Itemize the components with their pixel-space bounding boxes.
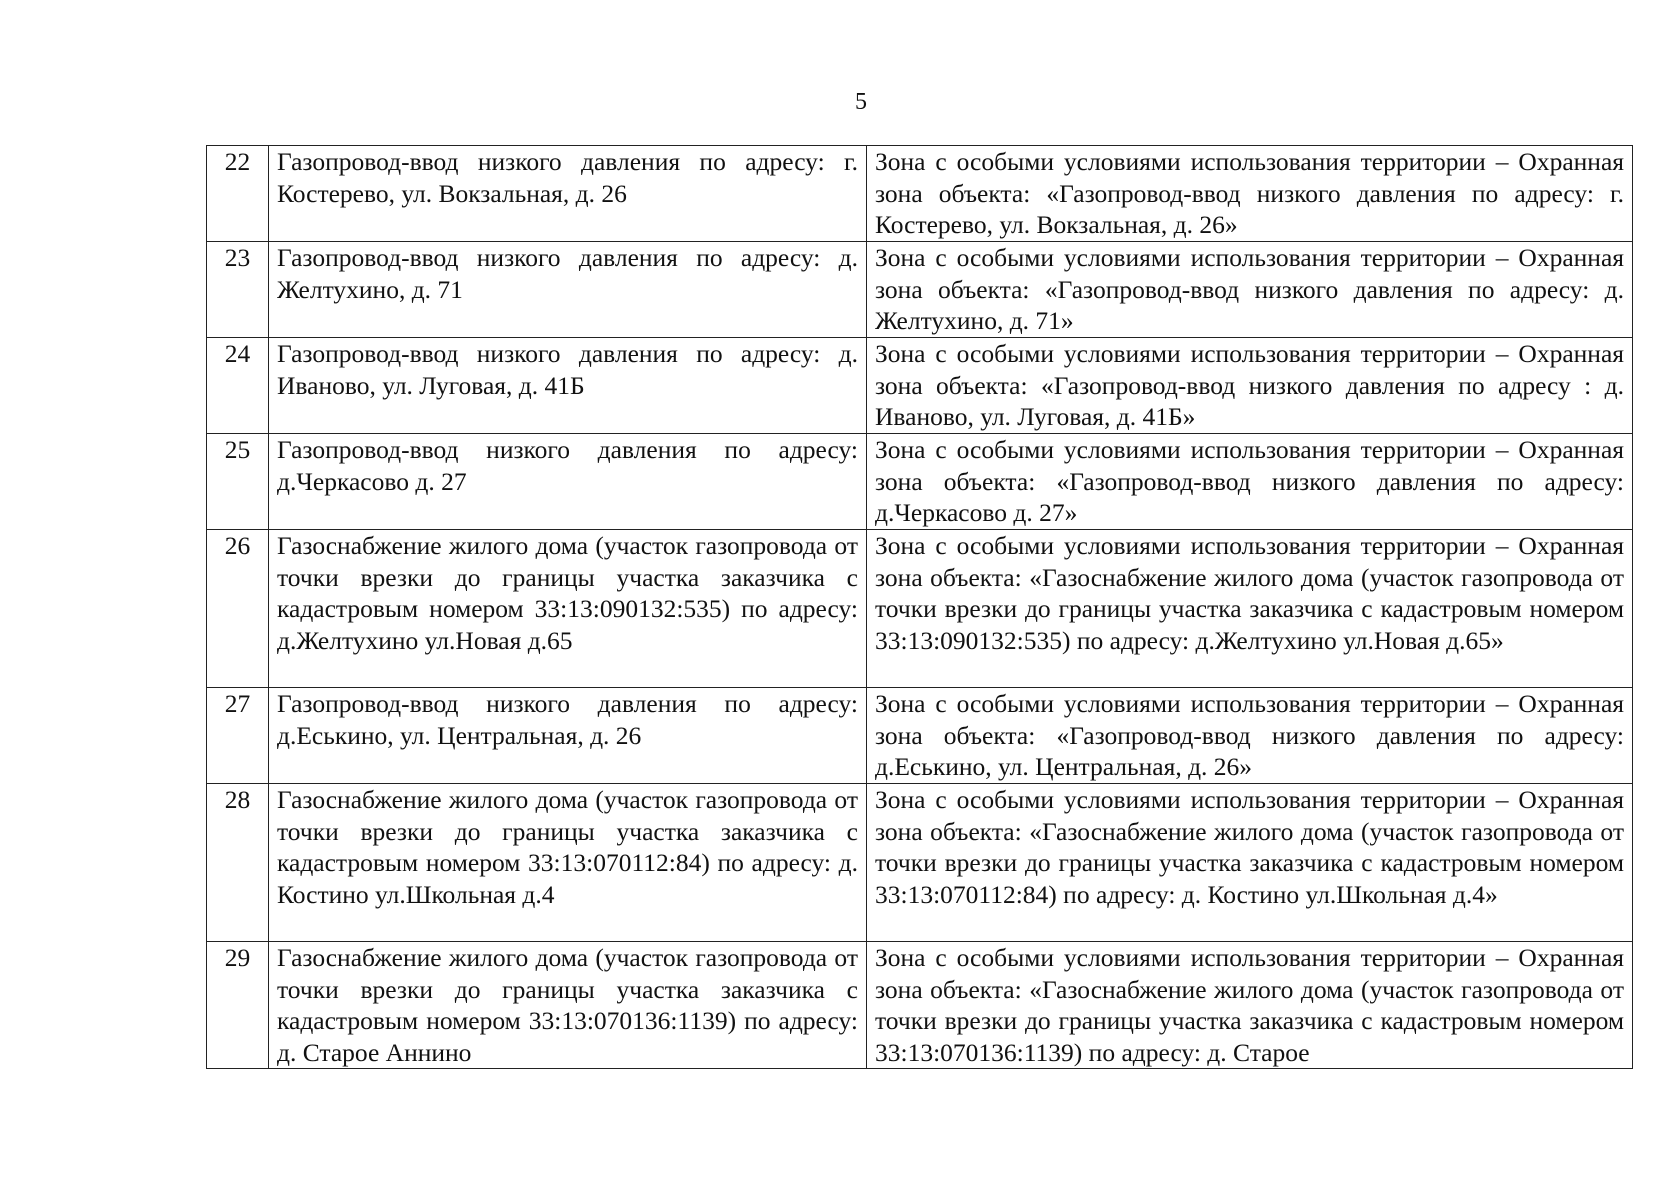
zone-description-cell: Зона с особыми условиями использования территории – Охранная зона объекта: «Газоснабжение жилого дома (участок газопровода от точки врезки до границы участка заказчика с кадастровым номером 33:13:070136:1139) по адресу: д. Старое	[867, 942, 1633, 1069]
object-name-cell: Газопровод-ввод низкого давления по адресу: г. Костерево, ул. Вокзальная, д. 26	[269, 146, 867, 242]
page-number: 5	[855, 89, 867, 115]
object-name-cell: Газопровод-ввод низкого давления по адресу: д. Иваново, ул. Луговая, д. 41Б	[269, 338, 867, 434]
zone-description-cell: Зона с особыми условиями использования территории – Охранная зона объекта: «Газоснабжение жилого дома (участок газопровода от точки врезки до границы участка заказчика с кадастровым номером 33:13:070112:84) по адресу: д. Костино ул.Школьная д.4»	[867, 784, 1633, 942]
object-name-cell: Газопровод-ввод низкого давления по адресу: д.Черкасово д. 27	[269, 434, 867, 530]
table-row	[207, 784, 1633, 942]
object-name-cell: Газопровод-ввод низкого давления по адресу: д. Желтухино, д. 71	[269, 242, 867, 338]
table-row	[207, 146, 1633, 242]
object-name-cell: Газоснабжение жилого дома (участок газопровода от точки врезки до границы участка заказчика с кадастровым номером 33:13:090132:535) по адресу: д.Желтухино ул.Новая д.65	[269, 530, 867, 688]
table-row	[207, 338, 1633, 434]
zone-description-cell: Зона с особыми условиями использования территории – Охранная зона объекта: «Газопровод-ввод низкого давления по адресу: д. Желтухино, д. 71»	[867, 242, 1633, 338]
zone-description-cell: Зона с особыми условиями использования территории – Охранная зона объекта: «Газопровод-ввод низкого давления по адресу : д. Иваново, ул. Луговая, д. 41Б»	[867, 338, 1633, 434]
table-row	[207, 942, 1633, 1069]
row-number: 26	[207, 530, 269, 688]
row-number: 29	[207, 942, 269, 1069]
row-number: 23	[207, 242, 269, 338]
table-row	[207, 530, 1633, 688]
object-name-cell: Газоснабжение жилого дома (участок газопровода от точки врезки до границы участка заказчика с кадастровым номером 33:13:070112:84) по адресу: д. Костино ул.Школьная д.4	[269, 784, 867, 942]
table-row	[207, 434, 1633, 530]
row-number: 27	[207, 688, 269, 784]
row-number: 22	[207, 146, 269, 242]
table-row	[207, 242, 1633, 338]
row-number: 28	[207, 784, 269, 942]
row-number: 24	[207, 338, 269, 434]
object-name-cell: Газоснабжение жилого дома (участок газопровода от точки врезки до границы участка заказчика с кадастровым номером 33:13:070136:1139) по адресу: д. Старое Аннино	[269, 942, 867, 1069]
zone-description-cell: Зона с особыми условиями использования территории – Охранная зона объекта: «Газопровод-ввод низкого давления по адресу: д.Черкасово д. 27»	[867, 434, 1633, 530]
zone-description-cell: Зона с особыми условиями использования территории – Охранная зона объекта: «Газоснабжение жилого дома (участок газопровода от точки врезки до границы участка заказчика с кадастровым номером 33:13:090132:535) по адресу: д.Желтухино ул.Новая д.65»	[867, 530, 1633, 688]
zones-table	[206, 145, 1633, 1069]
zone-description-cell: Зона с особыми условиями использования территории – Охранная зона объекта: «Газопровод-ввод низкого давления по адресу: д.Еськино, ул. Центральная, д. 26»	[867, 688, 1633, 784]
row-number: 25	[207, 434, 269, 530]
object-name-cell: Газопровод-ввод низкого давления по адресу: д.Еськино, ул. Центральная, д. 26	[269, 688, 867, 784]
table-row	[207, 688, 1633, 784]
zone-description-cell: Зона с особыми условиями использования территории – Охранная зона объекта: «Газопровод-ввод низкого давления по адресу: г. Костерево, ул. Вокзальная, д. 26»	[867, 146, 1633, 242]
